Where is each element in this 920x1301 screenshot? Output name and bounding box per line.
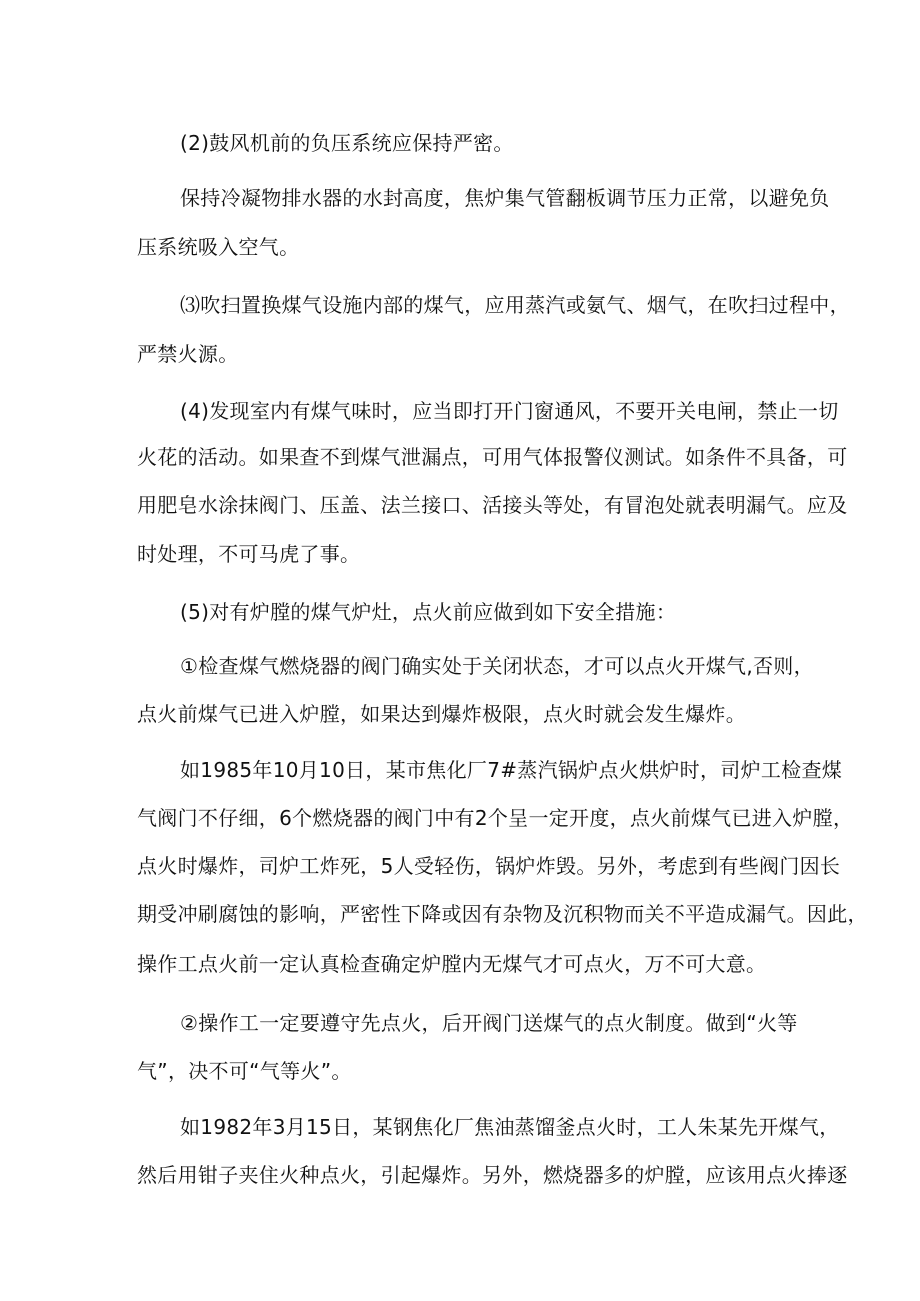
paragraph-2-line-1: 保持冷凝物排水器的水封高度，焦炉集气管翻板调节压力正常，以避免负: [180, 186, 830, 210]
paragraph-4-line-1: (4)发现室内有煤气味时，应当即打开门窗通风，不要开关电闸，禁止一切: [180, 399, 839, 423]
paragraph-8-line-2: 气”，决不可“气等火”。: [137, 1059, 352, 1083]
paragraph-7-line-4: 期受冲刷腐蚀的影响，严密性下降或因有杂物及沉积物而关不平造成漏气。因此，: [137, 902, 868, 926]
paragraph-1-line-1: (2)鼓风机前的负压系统应保持严密。: [180, 131, 514, 155]
paragraph-7-line-1: 如1985年10月10日，某市焦化厂7#蒸汽锅炉点火烘炉时，司炉工检查煤: [180, 758, 843, 782]
paragraph-9-line-2: 然后用钳子夹住火种点火，引起爆炸。另外，燃烧器多的炉膛，应该用点火捧逐: [137, 1163, 848, 1187]
paragraph-3-line-1: ⑶吹扫置换煤气设施内部的煤气，应用蒸汽或氨气、烟气，在吹扫过程中，: [180, 293, 850, 317]
paragraph-7-line-5: 操作工点火前一定认真检查确定炉膛内无煤气才可点火，万不可大意。: [137, 952, 767, 976]
paragraph-4-line-2: 火花的活动。如果查不到煤气泄漏点，可用气体报警仪测试。如条件不具备，可: [137, 445, 848, 469]
paragraph-7-line-2: 气阀门不仔细，6个燃烧器的阀门中有2个呈一定开度，点火前煤气已进入炉膛，: [137, 806, 854, 830]
paragraph-8-line-1: ②操作工一定要遵守先点火，后开阀门送煤气的点火制度。做到“火等: [180, 1011, 798, 1035]
paragraph-9-line-1: 如1982年3月15日，某钢焦化厂焦油蒸馏釜点火时，工人朱某先开煤气，: [180, 1115, 840, 1139]
paragraph-4-line-4: 时处理，不可马虎了事。: [137, 542, 361, 566]
paragraph-5-line-1: (5)对有炉膛的煤气炉灶，点火前应做到如下安全措施：: [180, 600, 677, 624]
paragraph-7-line-3: 点火时爆炸，司炉工炸死，5人受轻伤，锅炉炸毁。另外，考虑到有些阀门因长: [137, 854, 841, 878]
paragraph-6-line-2: 点火前煤气已进入炉膛，如果达到爆炸极限，点火时就会发生爆炸。: [137, 702, 746, 726]
paragraph-4-line-3: 用肥皂水涂抹阀门、压盖、法兰接口、活接头等处，有冒泡处就表明漏气。应及: [137, 493, 848, 517]
paragraph-6-line-1: ①检查煤气燃烧器的阀门确实处于关闭状态，才可以点火开煤气,否则，: [180, 654, 814, 678]
paragraph-2-line-2: 压系统吸入空气。: [137, 235, 300, 259]
paragraph-3-line-2: 严禁火源。: [137, 342, 239, 366]
